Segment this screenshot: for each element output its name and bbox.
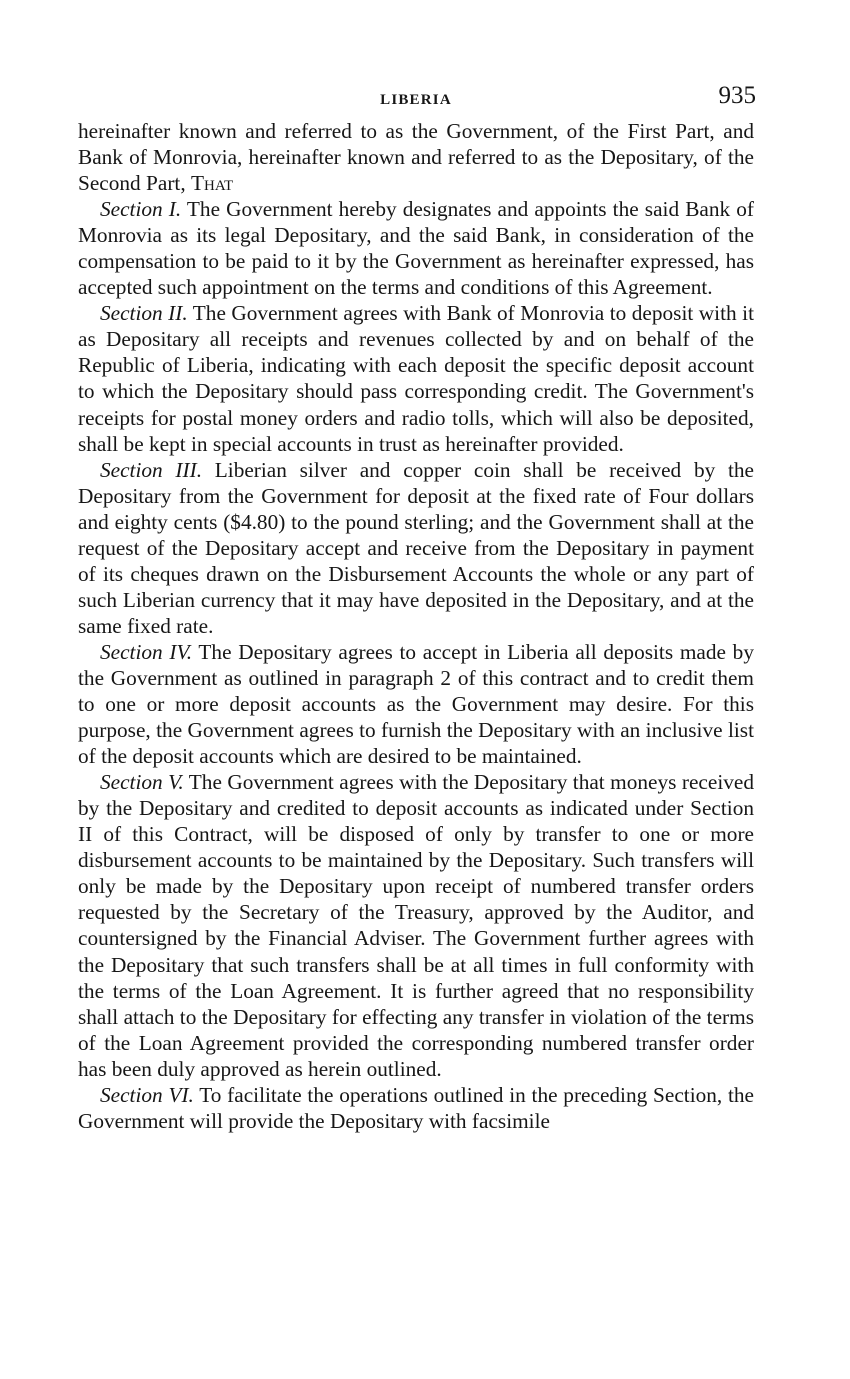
paragraph-section-6 [78,1082,754,1134]
paragraph-section-4 [78,639,754,769]
document-page [78,84,754,1134]
paragraph-text: The Government hereby designates and appoints the said Bank of Monrovia as its legal Depositary, and the said Bank, in consideration of the compensation to be paid to it by the Government as hereinafter expressed, has accepted such appointment on the terms and conditions of this Agreement. [78,197,754,300]
running-header [78,84,754,118]
body-text [78,118,754,1134]
page-number: 935 [718,82,756,109]
section-heading: Section V. [100,770,184,795]
paragraph-text: To facilitate the operations outlined in the preceding Section, the Government will provide the Depositary with facsimile [78,1082,755,1133]
section-heading: Section VI. [100,1082,194,1107]
paragraph-section-2 [78,300,754,456]
paragraph-text: The Depositary agrees to accept in Liberia all deposits made by the Government as outlined in paragraph 2 of this contract and to credit them to one or more deposit accounts as the Government may desire. For this purpose, the Government agrees to furnish the Depositary with an inclusive list of the deposit accounts which are desired to be maintained. [78,639,754,769]
section-heading: Section III. [100,457,203,482]
paragraph-parties [78,118,754,196]
paragraph-section-1 [78,196,754,300]
paragraph-text: Liberian silver and copper coin shall be received by the Depositary from the Government for deposit at the fixed rate of Four dollars and eighty cents ($4.80) to the pound sterling; and the Government shall at the request of the Depositary accept and receive from the Depositary in payment of its cheques drawn on the Disbursement Accounts the whole or any part of such Liberian currency that it may have deposited in the Depositary, and at the same fixed rate. [78,457,755,638]
section-heading: Section IV. [100,639,193,664]
that-smallcaps: That [190,171,234,196]
paragraph-text: The Government agrees with Bank of Monrovia to deposit with it as Depositary all receipts and revenues collected by and on behalf of the Republic of Liberia, indicating with each deposit the specific deposit account to which the Depositary should pass corresponding credit. The Government's receipts for postal money orders and radio tolls, which will also be deposited, shall be kept in special accounts in trust as hereinafter provided. [78,301,754,456]
paragraph-section-5 [78,769,754,1082]
section-heading: Section II. [100,301,188,326]
running-title: LIBERIA [380,92,452,108]
section-heading: Section I. [100,197,182,222]
paragraph-text: hereinafter known and referred to as the Government, of the First Part, and Bank of Monrovia, hereinafter known and referred to as the Depositary, of the Second Part, [78,119,754,196]
paragraph-text: The Government agrees with the Depositary that moneys received by the Depositary and credited to deposit accounts as indicated under Section II of this Contract, will be disposed of only by transfer to one or more disbursement accounts to be maintained by the Depositary. Such transfers will only be made by the Depositary upon receipt of numbered transfer orders requested by the Secretary of the Treasury, approved by the Auditor, and countersigned by the Financial Adviser. The Government further agrees with the Depositary that such transfers shall be at all times in full conformity with the terms of the Loan Agreement. It is further agreed that no responsibility shall attach to the Depositary for effecting any transfer in violation of the terms of the Loan Agreement provided the corresponding numbered transfer order has been duly approved as herein outlined. [78,770,754,1081]
paragraph-section-3 [78,457,754,639]
